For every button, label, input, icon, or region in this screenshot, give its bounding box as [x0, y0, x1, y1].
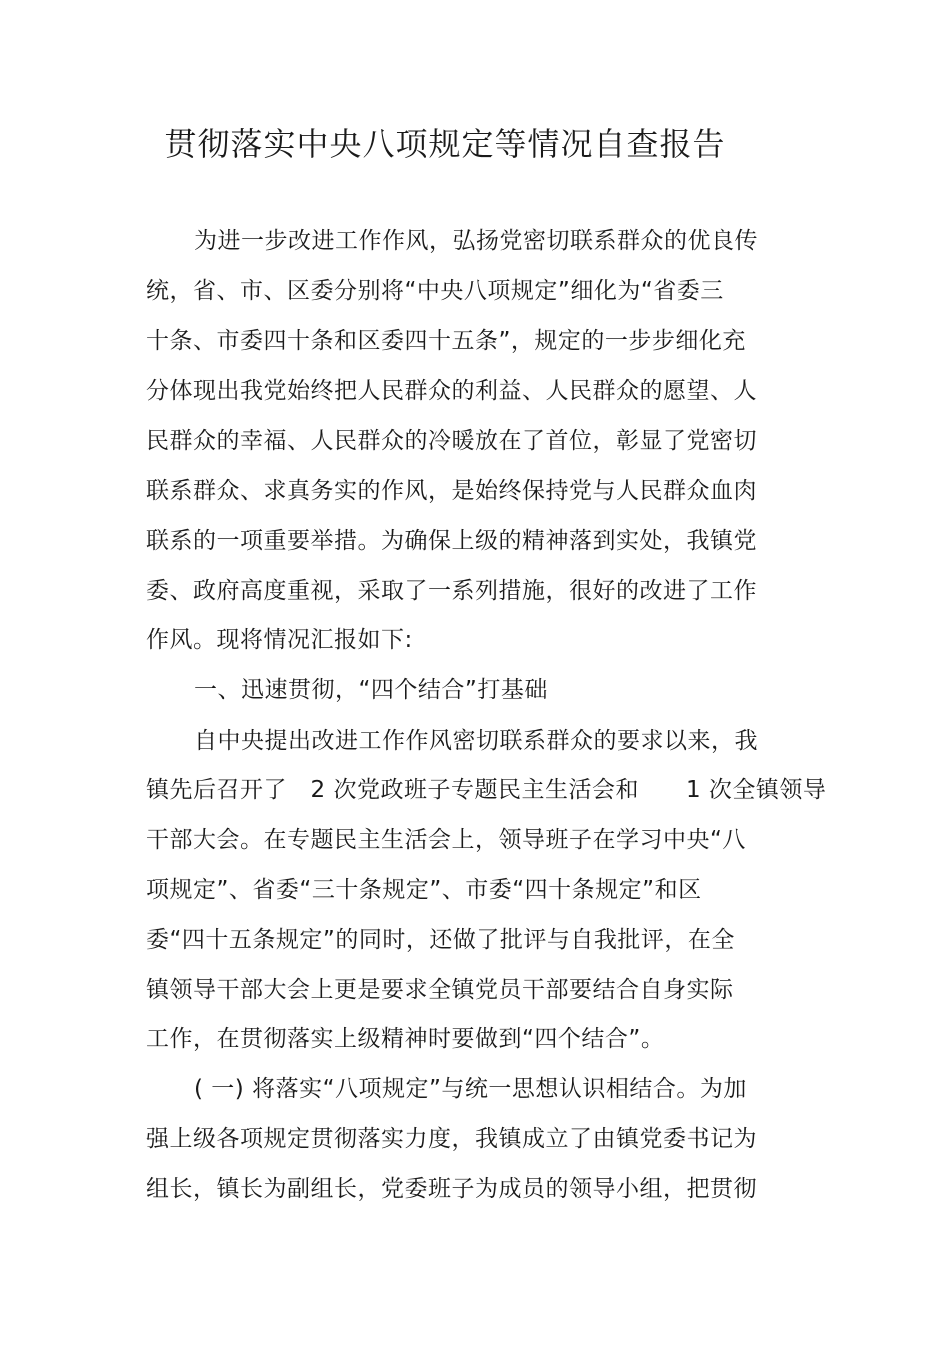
- paragraph-line: 分体现出我党始终把人民群众的利益、人民群众的愿望、人: [146, 378, 757, 404]
- section-heading: 一、迅速贯彻，“四个结合”打基础: [194, 677, 548, 703]
- paragraph-line: 干部大会。在专题民主生活会上，领导班子在学习中央“八: [146, 827, 746, 853]
- paragraph-line: 组长，镇长为副组长，党委班子为成员的领导小组，把贯彻: [146, 1176, 757, 1202]
- paragraph-line: 联系群众、求真务实的作风，是始终保持党与人民群众血肉: [146, 478, 757, 504]
- paragraph-line: 十条、市委四十条和区委四十五条”，规定的一步步细化充: [146, 328, 746, 354]
- document-title: 贯彻落实中央八项规定等情况自查报告: [164, 125, 726, 163]
- subsection-line: ( 一) 将落实“八项规定”与统一思想认识相结合。为加: [194, 1076, 747, 1102]
- paragraph-line: 镇先后召开了 2 次党政班子专题民主生活会和 1 次全镇领导: [146, 777, 827, 803]
- paragraph-line: 工作，在贯彻落实上级精神时要做到“四个结合”。: [146, 1026, 665, 1052]
- paragraph-line: 项规定”、省委“三十条规定”、市委“四十条规定”和区: [146, 877, 702, 903]
- paragraph-line: 强上级各项规定贯彻落实力度，我镇成立了由镇党委书记为: [146, 1126, 757, 1152]
- paragraph-line: 为进一步改进工作作风，弘扬党密切联系群众的优良传: [194, 228, 758, 254]
- paragraph-line: 民群众的幸福、人民群众的冷暖放在了首位，彰显了党密切: [146, 428, 757, 454]
- paragraph-line: 联系的一项重要举措。为确保上级的精神落到实处，我镇党: [146, 528, 757, 554]
- paragraph-line: 自中央提出改进工作作风密切联系群众的要求以来，我: [194, 728, 758, 754]
- paragraph-line: 作风。现将情况汇报如下:: [146, 627, 413, 653]
- paragraph-line: 统，省、市、区委分别将“中央八项规定”细化为“省委三: [146, 278, 724, 304]
- paragraph-line: 委、政府高度重视，采取了一系列措施，很好的改进了工作: [146, 578, 757, 604]
- paragraph-line: 镇领导干部大会上更是要求全镇党员干部要结合自身实际: [146, 977, 734, 1003]
- paragraph-line: 委“四十五条规定”的同时，还做了批评与自我批评，在全: [146, 927, 735, 953]
